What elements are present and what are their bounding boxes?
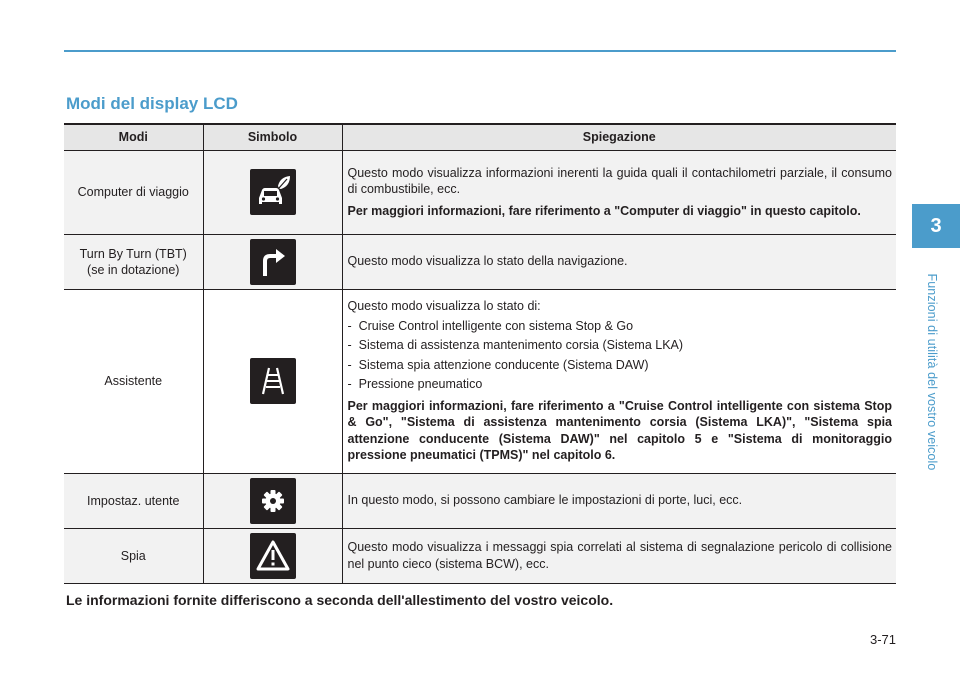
symbol-cell	[203, 473, 342, 528]
chapter-title-text: Funzioni di utilità del vostro veicolo	[925, 273, 939, 471]
lcd-modes-table	[64, 123, 896, 584]
gear-icon	[250, 478, 296, 524]
footnote: Le informazioni fornite differiscono a seconda dell'allestimento del vostro veicolo.	[66, 592, 614, 608]
explanation-text: Questo modo visualizza i messaggi spia correlati al sistema di segnalazione pericolo di collisione nel punto cieco (sistema BCW), ecc.	[347, 540, 892, 571]
trip-computer-icon	[250, 169, 296, 215]
header-modi: Modi	[64, 124, 203, 150]
table-row	[64, 234, 896, 289]
table-header-row	[64, 124, 896, 150]
symbol-cell	[203, 289, 342, 473]
explanation-text: Questo modo visualizza lo stato della navigazione.	[347, 254, 628, 269]
list-item: - Sistema di assistenza mantenimento corsia (Sistema LKA)	[347, 338, 684, 353]
explanation-intro: Questo modo visualizza lo stato di:	[347, 299, 541, 314]
mode-label: Turn By Turn (TBT)	[79, 246, 187, 261]
mode-note: (se in dotazione)	[87, 262, 180, 277]
reference-text: Per maggiori informazioni, fare riferimento a "Cruise Control intelligente con sistema Stop & Go", "Sistema di assistenza mantenimento corsia (Sistema LKA)", "Sistema spia attenzione conducente (Sistema DAW)" nel capitolo 5 e "Sistema di monitoraggio pressione pneumatici (TPMS)" nel capitolo 6.	[347, 398, 892, 463]
explanation-cell	[342, 234, 896, 289]
mode-cell: Computer di viaggio	[64, 150, 203, 234]
table-row	[64, 289, 896, 473]
table-row	[64, 473, 896, 528]
table-row	[64, 528, 896, 583]
page-number: 3-71	[869, 632, 896, 647]
list-item: - Sistema spia attenzione conducente (Sistema DAW)	[347, 357, 649, 372]
mode-cell: Spia	[64, 528, 203, 583]
header-simbolo: Simbolo	[203, 124, 342, 150]
turn-arrow-icon	[250, 239, 296, 285]
symbol-cell	[203, 150, 342, 234]
symbol-cell	[203, 234, 342, 289]
table-row	[64, 150, 896, 234]
mode-cell: Assistente	[64, 289, 203, 473]
explanation-cell	[342, 289, 896, 473]
explanation-cell	[342, 473, 896, 528]
top-rule	[64, 50, 896, 52]
list-item: - Cruise Control intelligente con sistema Stop & Go	[347, 318, 634, 333]
section-title: Modi del display LCD	[66, 94, 238, 113]
symbol-cell	[203, 528, 342, 583]
explanation-cell	[342, 150, 896, 234]
explanation-text: In questo modo, si possono cambiare le impostazioni di porte, luci, ecc.	[347, 493, 743, 508]
list-item: - Pressione pneumatico	[347, 377, 483, 392]
mode-cell	[64, 234, 203, 289]
reference-text: Per maggiori informazioni, fare riferimento a "Computer di viaggio" in questo capitolo.	[347, 203, 861, 218]
warning-triangle-icon	[250, 533, 296, 579]
chapter-tab: 3	[912, 204, 960, 248]
mode-cell: Impostaz. utente	[64, 473, 203, 528]
explanation-text: Questo modo visualizza informazioni inerenti la guida quali il contachilometri parziale, il consumo di combustibile, ecc.	[347, 165, 892, 197]
explanation-cell	[342, 528, 896, 583]
header-spiegazione: Spiegazione	[342, 124, 896, 150]
lane-assist-icon	[250, 358, 296, 404]
